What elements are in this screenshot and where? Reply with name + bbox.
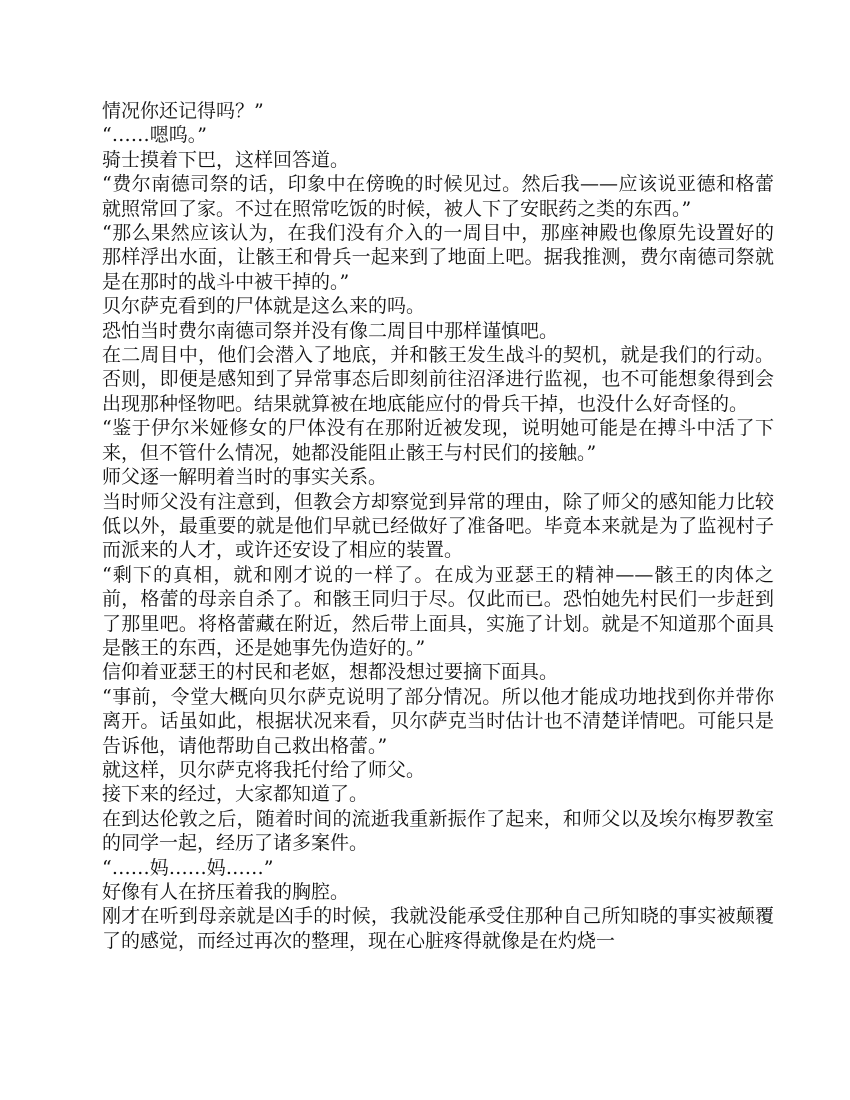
paragraph: 师父逐一解明着当时的事实关系。 bbox=[102, 466, 388, 489]
paragraph: 信仰着亚瑟王的村民和老妪，想都没想过要摘下面具。 bbox=[102, 661, 559, 684]
paragraph: 在二周目中，他们会潜入了地底，并和骸王发生战斗的契机，就是我们的行动。否则，即便是感知到了异常事态后即刻前往沼泽进行监视，也不可能想象得到会出现那种怪物吧。结果就算被在地底能应付的骨兵干掉，也没什么好奇怪的。 bbox=[102, 344, 774, 415]
paragraph: “事前，令堂大概向贝尔萨克说明了部分情况。所以他才能成功地找到你并带你离开。话虽如此，根据状况来看，贝尔萨克当时估计也不清楚详情吧。可能只是告诉他，请他帮助自己救出格蕾。” bbox=[102, 685, 774, 757]
paragraph: 贝尔萨克看到的尸体就是这么来的吗。 bbox=[102, 295, 426, 318]
paragraph: “那么果然应该认为，在我们没有介入的一周目中，那座神殿也像原先设置好的那样浮出水面，让骸王和骨兵一起来到了地面上吧。据我推测，费尔南德司祭就是在那时的战斗中被干掉的。” bbox=[102, 222, 774, 293]
paragraph: 在到达伦敦之后，随着时间的流逝我重新振作了起来，和师父以及埃尔梅罗教室的同学一起，经历了诸多案件。 bbox=[102, 807, 774, 855]
paragraph: 好像有人在挤压着我的胸腔。 bbox=[102, 881, 350, 903]
paragraph: “……嗯呜。” bbox=[102, 124, 207, 147]
paragraph: “剩下的真相，就和刚才说的一样了。在成为亚瑟王的精神——骸王的肉体之前，格蕾的母亲自杀了。和骸王同归于尽。仅此而已。恐怕她先村民们一步赶到了那里吧。将格蕾藏在附近，然后带上面具，实施了计划。就是不知道那个面具是骸王的东西，还是她事先伪造好的。” bbox=[102, 563, 774, 659]
paragraph: “鉴于伊尔米娅修女的尸体没有在那附近被发现，说明她可能是在搏斗中活了下来，但不管什么情况，她都没能阻止骸王与村民们的接触。” bbox=[102, 417, 774, 464]
paragraph: 当时师父没有注意到，但教会方却察觉到异常的理由，除了师父的感知能力比较低以外，最重要的就是他们早就已经做好了准备吧。毕竟本来就是为了监视村子而派来的人才，或许还安设了相应的装置。 bbox=[102, 490, 774, 562]
paragraph: 骑士摸着下巴，这样回答道。 bbox=[102, 148, 350, 171]
paragraph: 情况你还记得吗？” bbox=[102, 100, 264, 122]
paragraph: 刚才在听到母亲就是凶手的时候，我就没能承受住那种自己所知晓的事实被颠覆了的感觉，而经过再次的整理，现在心脏疼得就像是在灼烧一 bbox=[102, 905, 774, 952]
paragraph: 恐怕当时费尔南德司祭并没有像二周目中那样谨慎吧。 bbox=[102, 319, 559, 342]
paragraph: “费尔南德司祭的话，印象中在傍晚的时候见过。然后我——应该说亚德和格蕾就照常回了家。不过在照常吃饭的时候，被人下了安眠药之类的东西。” bbox=[102, 173, 774, 220]
document-body bbox=[102, 99, 774, 953]
paragraph: 就这样，贝尔萨克将我托付给了师父。 bbox=[102, 758, 426, 781]
paragraph: 接下来的经过，大家都知道了。 bbox=[102, 783, 369, 806]
paragraph: “……妈……妈……” bbox=[102, 856, 274, 879]
